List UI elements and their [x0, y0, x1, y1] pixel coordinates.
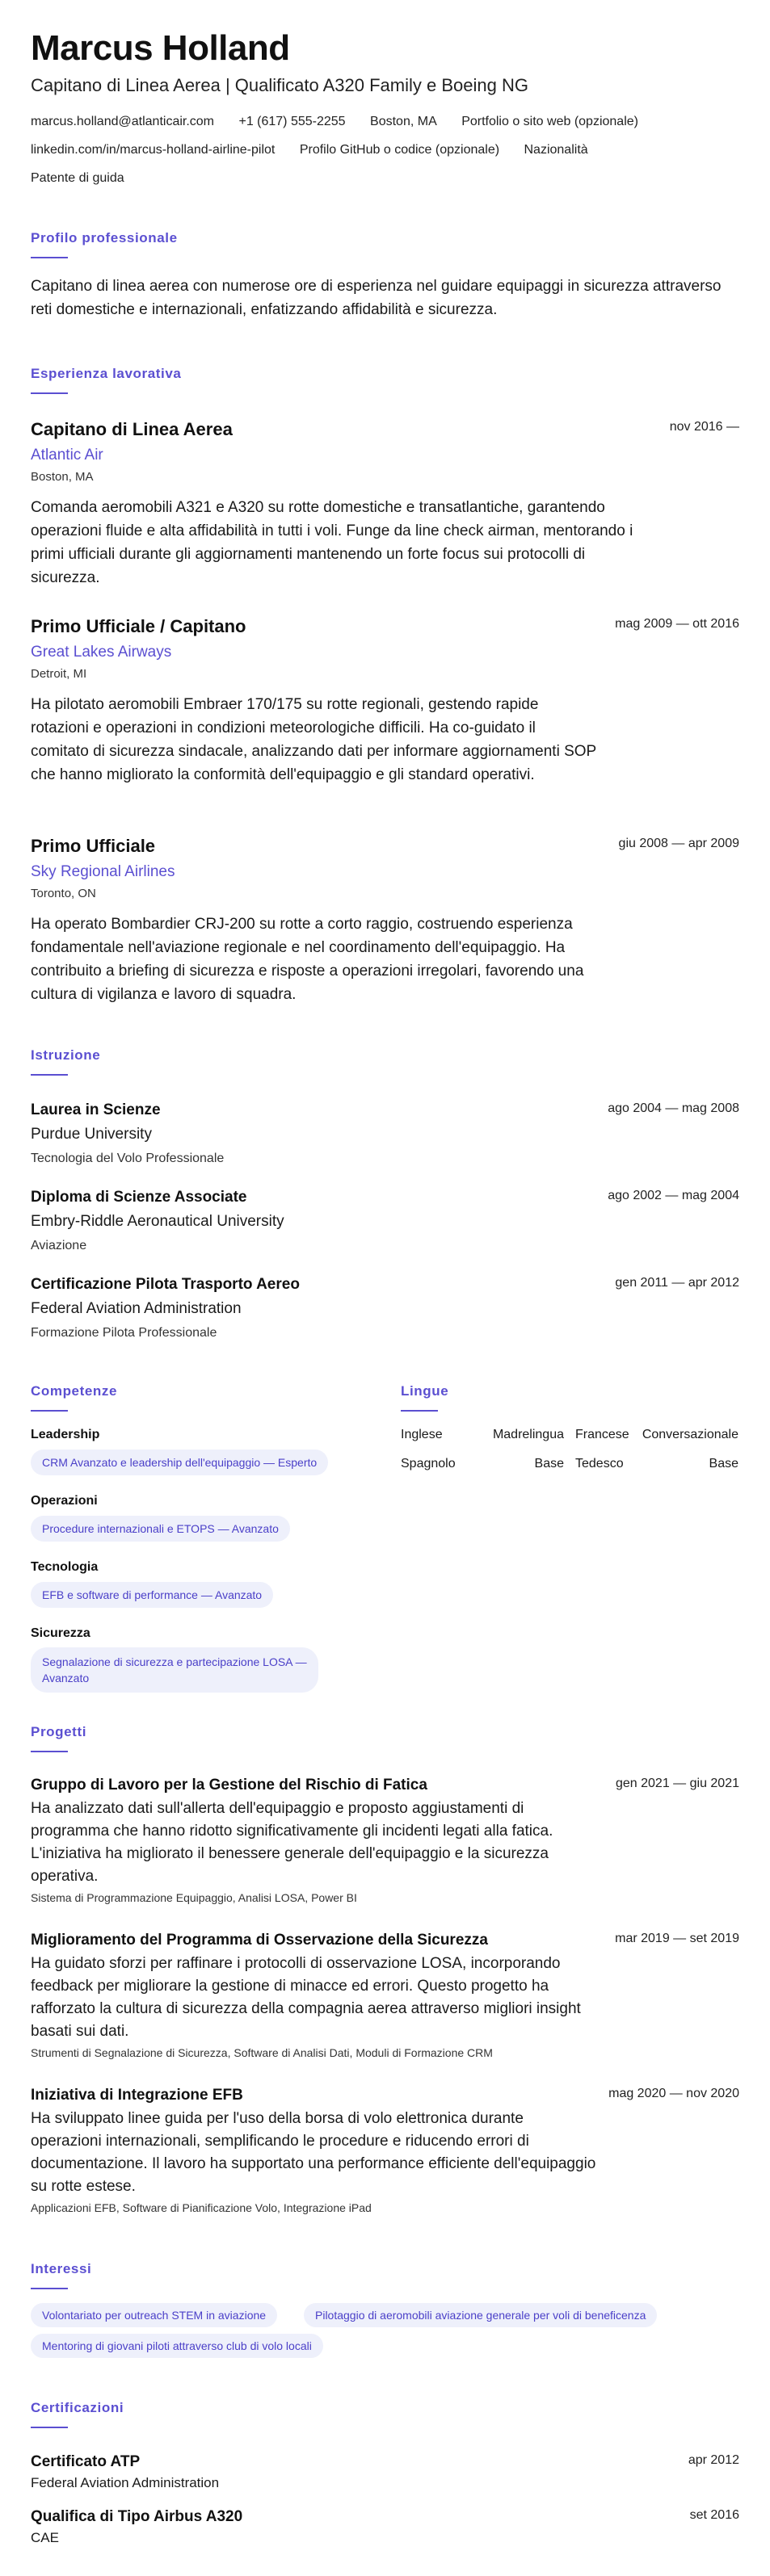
project-keywords: Applicazioni EFB, Software di Pianificazione Volo, Integrazione iPad: [31, 2201, 372, 2214]
contact-phone[interactable]: +1 (617) 555-2255: [238, 115, 346, 128]
skill-category: Operazioni: [31, 1494, 98, 1508]
language-name: Francese: [575, 1428, 629, 1441]
job-date: nov 2016 —: [669, 420, 739, 434]
job-company: Great Lakes Airways: [31, 644, 172, 661]
education-degree: Certificazione Pilota Trasporto Aereo: [31, 1276, 300, 1293]
profile-summary: Capitano di linea aerea con numerose ore di esperienza nel guidare equipaggi in sicurezza attraverso reti domestiche e internazionali, enfatizzando affidabilità e sicurezza.: [31, 278, 722, 318]
education-degree: Diploma di Scienze Associate: [31, 1189, 247, 1206]
skill-chip-line: Segnalazione di sicurezza e partecipazione LOSA —: [42, 1655, 307, 1668]
project-date: mag 2020 — nov 2020: [608, 2087, 739, 2100]
certification-issuer: Federal Aviation Administration: [31, 2475, 220, 2490]
language-name: Tedesco: [575, 1457, 624, 1471]
skill-chip: Procedure internazionali e ETOPS — Avanzato: [31, 1516, 290, 1542]
contact-row-1: [31, 113, 659, 131]
job-date: giu 2008 — apr 2009: [618, 837, 739, 850]
skill-category: Tecnologia: [31, 1560, 99, 1574]
contact-row-3: [31, 170, 145, 187]
project-name: Gruppo di Lavoro per la Gestione del Rischio di Fatica: [31, 1777, 427, 1794]
job-company: Sky Regional Airlines: [31, 863, 175, 880]
section-title-languages: Lingue: [401, 1383, 449, 1399]
education-date: ago 2004 — mag 2008: [608, 1101, 739, 1115]
section-title-profile: Profilo professionale: [31, 230, 178, 245]
project-date: mar 2019 — set 2019: [615, 1932, 739, 1945]
skill-chip: CRM Avanzato e leadership dell'equipaggio — Esperto: [31, 1450, 328, 1475]
contact-location: Boston, MA: [370, 115, 437, 128]
skill-chip-line: Avanzato: [42, 1672, 90, 1684]
contact-website[interactable]: Portfolio o sito web (opzionale): [461, 115, 638, 128]
job-location: Detroit, MI: [31, 667, 87, 681]
candidate-headline: Capitano di Linea Aerea | Qualificato A320 Family e Boeing NG: [31, 75, 528, 95]
candidate-name: Marcus Holland: [31, 28, 290, 68]
language-level: Madrelingua: [492, 1428, 564, 1441]
interest-chip: Volontariato per outreach STEM in aviazione: [31, 2303, 277, 2327]
interest-chip: Pilotaggio di aeromobili aviazione generale per voli di beneficenza: [304, 2303, 657, 2327]
job-description: Ha operato Bombardier CRJ-200 su rotte a corto raggio, costruendo esperienza fondamentale nell'aviazione regionale e nel coordinamento dell'equipaggio. Ha contribuito a briefing di sicurezza e risposte a operazioni irregolari, favorendo una cultura di vigilanza e lavoro di squadra.: [31, 916, 584, 1003]
section-title-experience: Esperienza lavorativa: [31, 366, 182, 381]
contact-driving-license: Patente di guida: [31, 171, 124, 185]
section-title-skills: Competenze: [31, 1383, 118, 1399]
project-description: Ha guidato sforzi per raffinare i protocolli di osservazione LOSA, incorporando feedback per migliorare la gestione di minacce ed errori. Questo progetto ha rafforzato la cultura di sicurezza della compagnia aerea attraverso migliori insight basati sui dati.: [31, 1955, 581, 2040]
project-name: Miglioramento del Programma di Osservazione della Sicurezza: [31, 1932, 488, 1949]
project-name: Iniziativa di Integrazione EFB: [31, 2087, 243, 2104]
job-description: Ha pilotato aeromobili Embraer 170/175 su rotte regionali, gestendo rapide rotazioni e operazioni in condizioni meteorologiche difficili. Ha co-guidato il comitato di sicurezza sindacale, analizzando dati per informare aggiornamenti SOP che hanno migliorato la conformità dell'equipaggio e gli standard operativi.: [31, 696, 596, 783]
education-date: gen 2011 — apr 2012: [615, 1276, 739, 1290]
project-keywords: Sistema di Programmazione Equipaggio, Analisi LOSA, Power BI: [31, 1891, 357, 1904]
certification-date: set 2016: [689, 2508, 739, 2522]
language-level: Conversazionale: [642, 1428, 738, 1441]
education-date: ago 2002 — mag 2004: [608, 1189, 739, 1202]
section-title-interests: Interessi: [31, 2261, 92, 2276]
contact-email[interactable]: marcus.holland@atlanticair.com: [31, 115, 215, 128]
job-position: Primo Ufficiale / Capitano: [31, 616, 246, 636]
certification-name: Qualifica di Tipo Airbus A320: [31, 2508, 243, 2525]
project-date: gen 2021 — giu 2021: [615, 1777, 739, 1790]
certification-issuer: CAE: [31, 2530, 59, 2545]
certification-name: Certificato ATP: [31, 2453, 141, 2470]
contact-github[interactable]: Profilo GitHub o codice (opzionale): [299, 143, 500, 157]
job-date: mag 2009 — ott 2016: [615, 617, 739, 631]
education-school: Embry-Riddle Aeronautical University: [31, 1213, 284, 1230]
language-name: Spagnolo: [401, 1457, 456, 1471]
language-level: Base: [709, 1457, 738, 1471]
project-keywords: Strumenti di Segnalazione di Sicurezza, Software di Analisi Dati, Moduli di Formazione CRM: [31, 2046, 493, 2059]
contact-row-2: [31, 141, 609, 159]
job-location: Boston, MA: [31, 470, 94, 484]
skill-chip: [31, 1647, 318, 1693]
job-position: Capitano di Linea Aerea: [31, 419, 233, 439]
language-name: Inglese: [401, 1428, 443, 1441]
skill-chip: EFB e software di performance — Avanzato: [31, 1582, 273, 1608]
contact-nationality: Nazionalità: [524, 143, 588, 157]
section-title-projects: Progetti: [31, 1724, 87, 1739]
skill-category: Leadership: [31, 1428, 100, 1441]
education-area: Formazione Pilota Professionale: [31, 1326, 217, 1340]
contact-linkedin[interactable]: linkedin.com/in/marcus-holland-airline-pilot: [31, 143, 276, 157]
project-description: Ha sviluppato linee guida per l'uso della borsa di volo elettronica durante operazioni internazionali, semplificando le procedure e riducendo errori di documentazione. Il lavoro ha supportato una performance efficiente dell'equipaggio su rotte estese.: [31, 2110, 596, 2195]
job-description: Comanda aeromobili A321 e A320 su rotte domestiche e transatlantiche, garantendo operazioni fluide e alta affidabilità in tutti i voli. Funge da line check airman, mentorando i primi ufficiali durante gli aggiornamenti mantenendo un forte focus sui protocolli di sicurezza.: [31, 499, 633, 586]
language-level: Base: [534, 1457, 564, 1471]
job-location: Toronto, ON: [31, 887, 96, 900]
education-school: Federal Aviation Administration: [31, 1300, 242, 1317]
education-area: Aviazione: [31, 1239, 87, 1252]
project-description: Ha analizzato dati sull'allerta dell'equipaggio e proposto aggiustamenti di programma che hanno ridotto significativamente gli incidenti legati alla fatica. L'iniziativa ha migliorato il benessere generale dell'equipaggio e la sicurezza operativa.: [31, 1800, 553, 1885]
interest-chip: Mentoring di giovani piloti attraverso club di volo locali: [31, 2334, 323, 2358]
skill-category: Sicurezza: [31, 1626, 90, 1640]
certification-date: apr 2012: [688, 2453, 739, 2467]
education-degree: Laurea in Scienze: [31, 1101, 161, 1118]
section-title-certifications: Certificazioni: [31, 2400, 124, 2415]
section-title-education: Istruzione: [31, 1047, 101, 1063]
education-school: Purdue University: [31, 1126, 152, 1143]
job-company: Atlantic Air: [31, 447, 103, 464]
job-position: Primo Ufficiale: [31, 836, 156, 856]
education-area: Tecnologia del Volo Professionale: [31, 1152, 225, 1165]
